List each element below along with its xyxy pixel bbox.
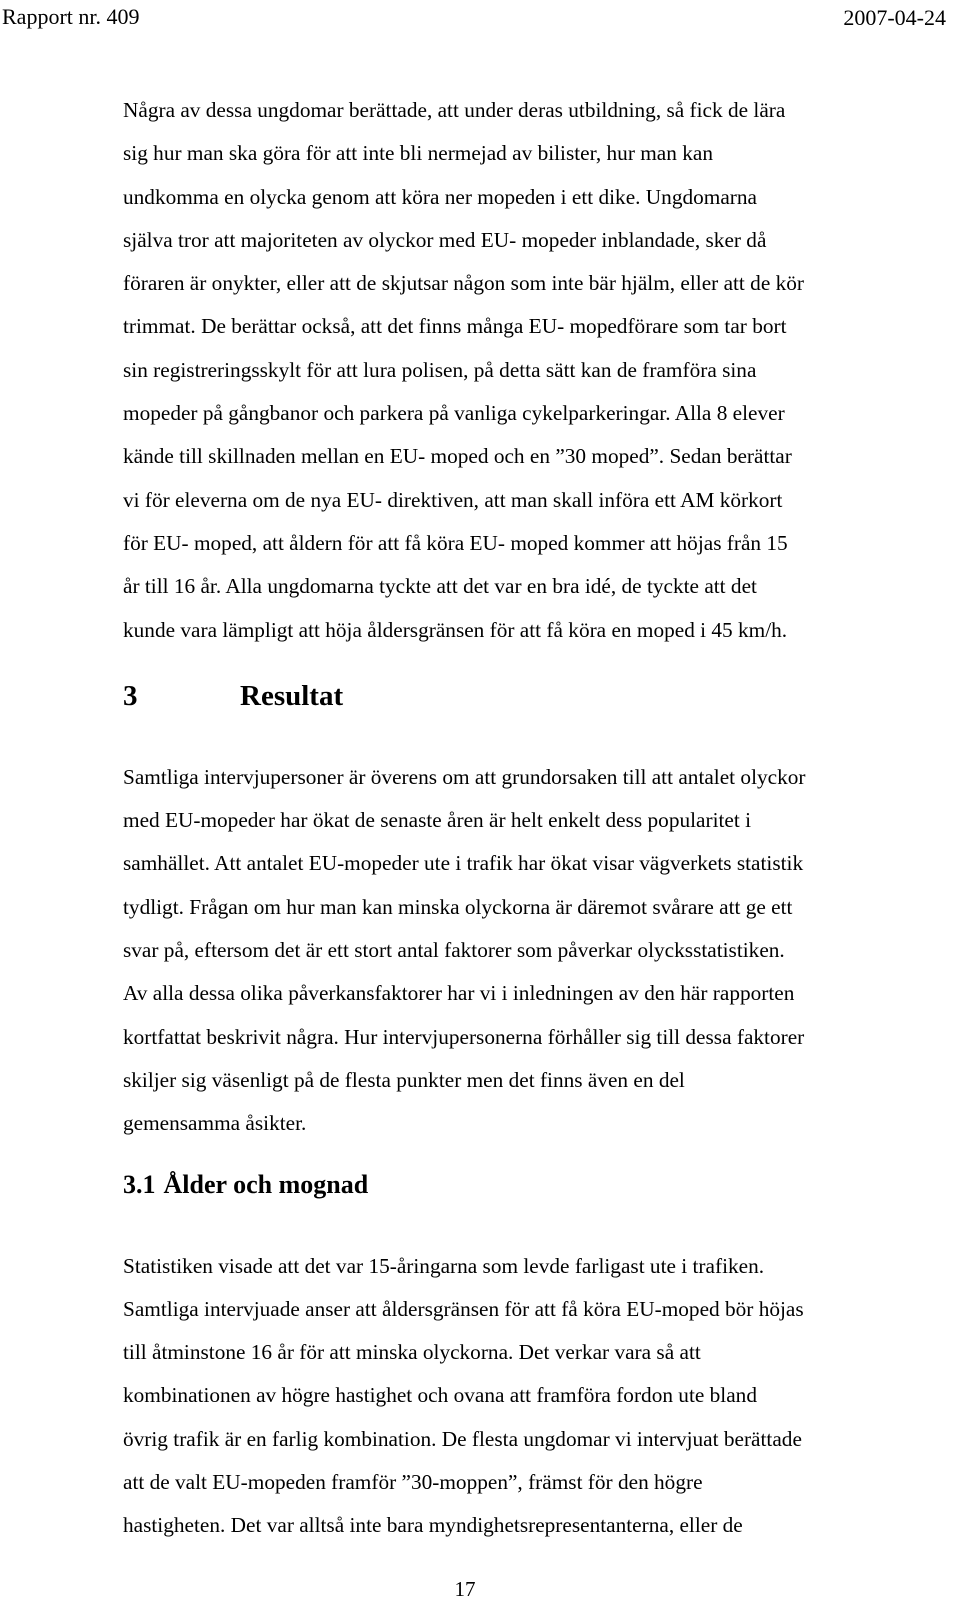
body-paragraph-intro: Några av dessa ungdomar berättade, att under deras utbildning, så fick de lära sig hur man ska göra för att inte bli nermejad av bilister, hur man kan undkomma en olycka genom att köra ner mopeden i ett dike. Ungdomarna själva tror att majoriteten av olyckor med EU- mopeder inblandade, sker då föraren är onykter, eller att de skjutsar någon som inte bär hjälm, eller att de kör trimmat. De berättar också, att det finns många EU- mopedförare som tar bort sin registreringsskylt för att lura polisen, på detta sätt kan de framföra sina mopeder på gångbanor och parkera på vanliga cykelparkeringar. Alla 8 elever kände till skillnaden mellan en EU- moped och en ”30 moped”. Sedan berättar vi för eleverna om de nya EU- direktiven, att man skall införa ett AM körkort för EU- moped, att åldern för att få köra EU- moped kommer att höjas från 15 år till 16 år. Alla ungdomarna tyckte att det var en bra idé, de tyckte att det kunde vara lämpligt att höja åldersgränsen för att få köra en moped i 45 km/h. — [123, 98, 804, 642]
section-heading-resultat — [123, 652, 935, 756]
subsection-title: Ålder och mognad — [163, 1169, 369, 1199]
report-number: Rapport nr. 409 — [2, 4, 140, 29]
section-number: 3 — [123, 679, 138, 712]
report-date: 2007-04-24 — [843, 5, 946, 30]
page-number: 17 — [454, 1577, 476, 1601]
subsection-number: 3.1 — [123, 1169, 156, 1199]
document-body — [123, 89, 935, 1548]
body-paragraph-resultat: Samtliga intervjupersoner är överens om att grundorsaken till att antalet olyckor med EU-mopeder har ökat de senaste åren är helt enkelt dess popularitet i samhället. Att antalet EU-mopeder ute i trafik har ökat visar vägverkets statistik tydligt. Frågan om hur man kan minska olyckorna är däremot svårare att ge ett svar på, eftersom det är ett stort antal faktorer som påverkar olycksstatistiken. Av alla dessa olika påverkansfaktorer har vi i inledningen av den här rapporten kortfattat beskrivit några. Hur intervjupersonerna förhåller sig till dessa faktorer skiljer sig väsenligt på de flesta punkter men det finns även en del gemensamma åsikter. — [123, 764, 806, 1136]
subsection-heading-alder — [123, 1146, 935, 1245]
body-paragraph-alder: Statistiken visade att det var 15-åringarna som levde farligast ute i trafiken. Samtliga intervjuade anser att åldersgränsen för att få köra EU-moped bör höjas till åtminstone 16 år för att minska olyckorna. Det verkar vara så att kombinationen av högre hastighet och ovana att framföra fordon ute bland övrig trafik är en farlig kombination. De flesta ungdomar vi intervjuat berättade att de valt EU-mopeden framför ”30-moppen”, främst för den högre hastigheten. Det var alltså inte bara myndighetsrepresentanterna, eller de — [123, 1253, 804, 1538]
page-header — [0, 0, 960, 40]
section-title: Resultat — [240, 679, 344, 712]
